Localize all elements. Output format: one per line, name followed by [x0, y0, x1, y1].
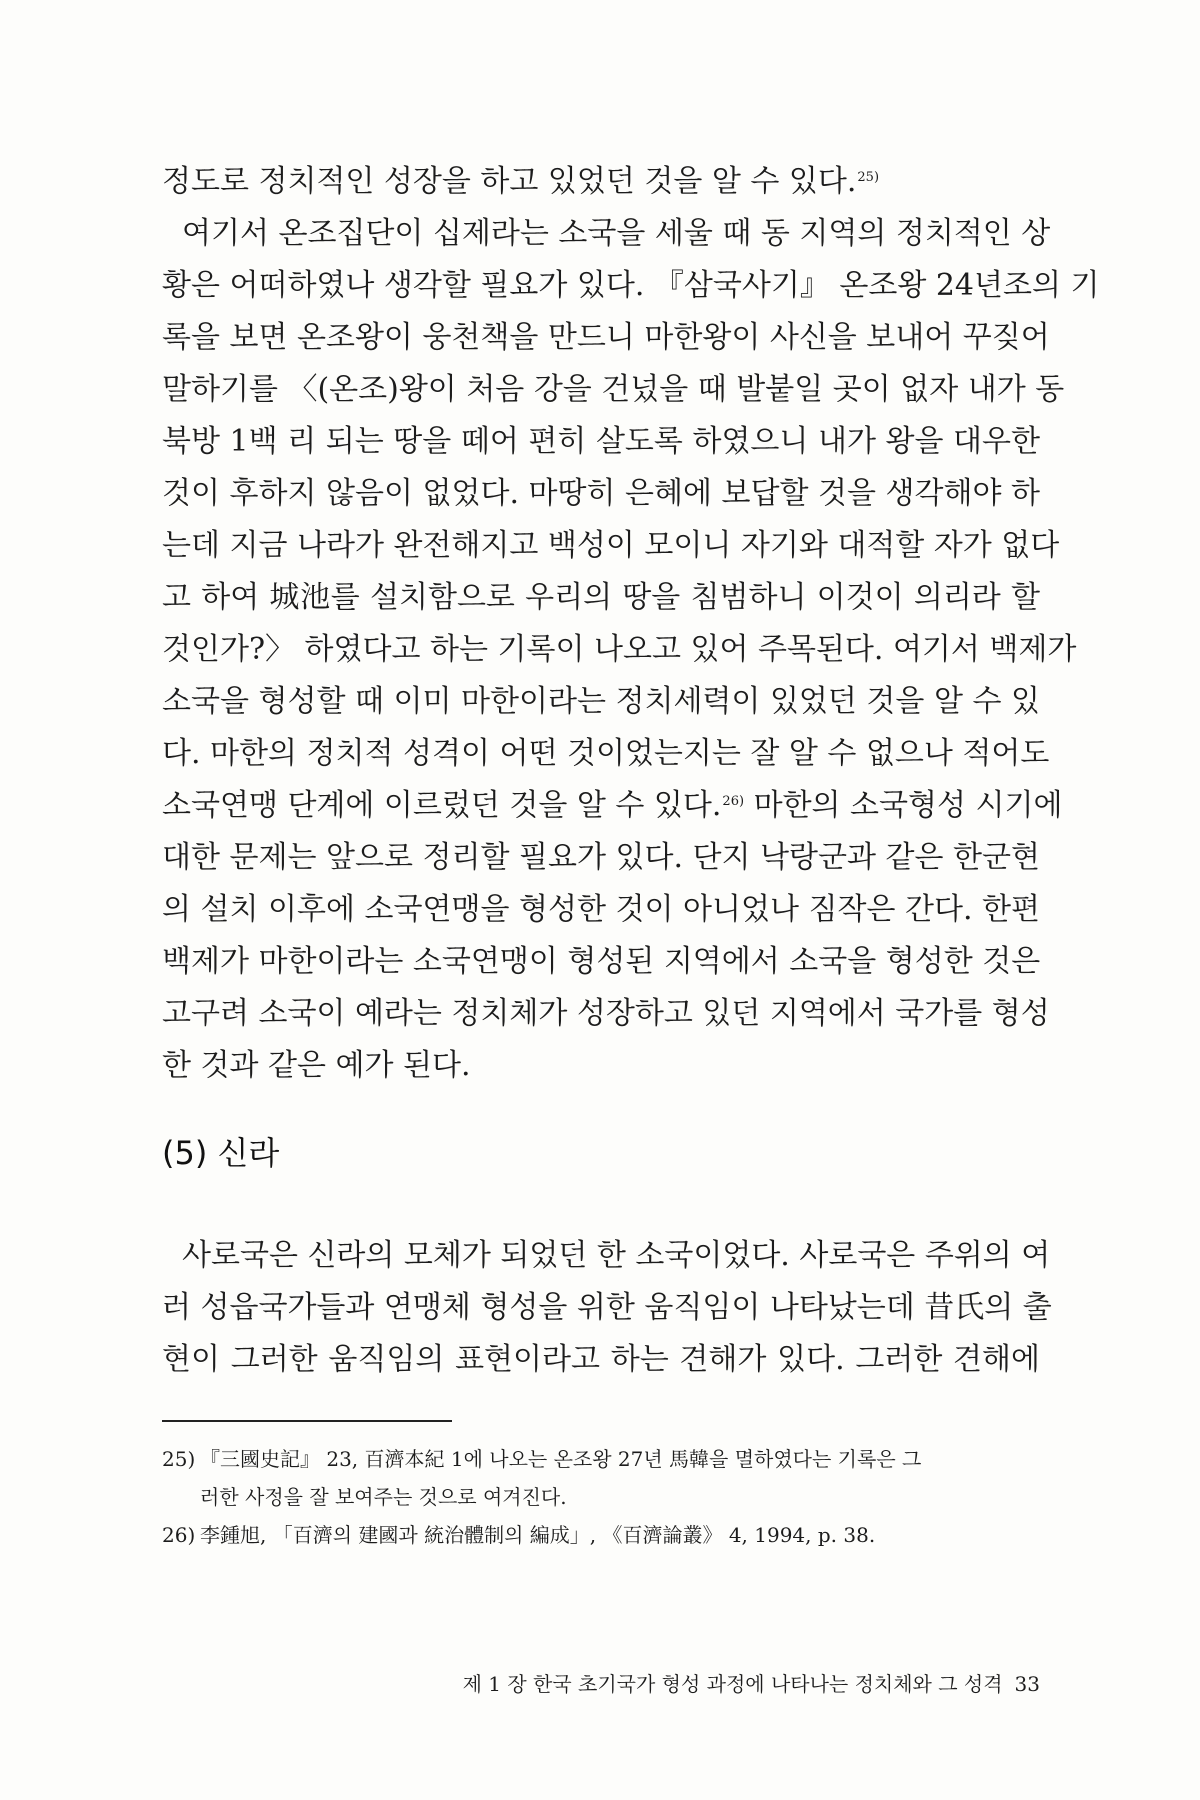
footnote-number: 26): [162, 1523, 196, 1547]
body-text: [162, 156, 1100, 1092]
body-line: 한 것과 같은 예가 된다.: [162, 1048, 471, 1083]
body-line: [162, 780, 1063, 832]
body-line: 다. 마한의 정치적 성격이 어떤 것이었는지는 잘 알 수 없으나 적어도: [162, 736, 1050, 771]
running-footer: [330, 1668, 1040, 1697]
body-line: [162, 156, 1040, 208]
footnote-ref-25: 25): [857, 170, 880, 185]
body-line: 록을 보면 온조왕이 웅천책을 만드니 마한왕이 사신을 보내어 꾸짖어: [162, 320, 1050, 355]
body-line: 현이 그러한 움직임의 표현이라고 하는 견해가 있다. 그러한 견해에: [162, 1342, 1040, 1377]
footnote-text: [200, 1516, 1040, 1554]
body-line-text: 마한의 소국형성 시기에: [744, 788, 1063, 823]
body-line: 여기서 온조집단이 십제라는 소국을 세울 때 동 지역의 정치적인 상: [182, 216, 1051, 251]
body-line: 고구려 소국이 예라는 정치체가 성장하고 있던 지역에서 국가를 형성: [162, 996, 1050, 1031]
body-line-text: 정도로 정치적인 성장을 하고 있었던 것을 알 수 있다.: [162, 164, 857, 199]
body-line: 소국을 형성할 때 이미 마한이라는 정치세력이 있었던 것을 알 수 있: [162, 684, 1040, 719]
body-line: 는데 지금 나라가 완전해지고 백성이 모이니 자기와 대적할 자가 없다: [162, 528, 1060, 563]
body-line: 북방 1백 리 되는 땅을 떼어 편히 살도록 하였으니 내가 왕을 대우한: [162, 424, 1040, 459]
footnote-number: 25): [162, 1447, 196, 1471]
footnote-item: [162, 1440, 1040, 1516]
body-line-text: 소국연맹 단계에 이르렀던 것을 알 수 있다.: [162, 788, 722, 823]
footnote-ref-26: 26): [722, 794, 745, 809]
body-line: 것인가?〉 하였다고 하는 기록이 나오고 있어 주목된다. 여기서 백제가: [162, 632, 1077, 667]
section-heading: (5) 신라: [162, 1134, 280, 1172]
footnote-item: [162, 1516, 1040, 1554]
body-line: 것이 후하지 않음이 없었다. 마땅히 은혜에 보답할 것을 생각해야 하: [162, 476, 1040, 511]
body-line: 고 하여 城池를 설치함으로 우리의 땅을 침범하니 이것이 의리라 할: [162, 580, 1040, 615]
body-line: 사로국은 신라의 모체가 되었던 한 소국이었다. 사로국은 주위의 여: [182, 1238, 1051, 1273]
body-line: 대한 문제는 앞으로 정리할 필요가 있다. 단지 낙랑군과 같은 한군현: [162, 840, 1040, 875]
body-line: 의 설치 이후에 소국연맹을 형성한 것이 아니었나 짐작은 간다. 한편: [162, 892, 1040, 927]
footnote-line: 『三國史記』 23, 百濟本紀 1에 나오는 온조왕 27년 馬韓을 멸하였다는 기록은 그: [200, 1447, 922, 1471]
body-line: 황은 어떠하였나 생각할 필요가 있다. 『삼국사기』 온조왕 24년조의 기: [162, 268, 1100, 303]
footnote-divider: [162, 1420, 452, 1422]
body-line: 러 성읍국가들과 연맹체 형성을 위한 움직임이 나타났는데 昔氏의 출: [162, 1290, 1052, 1325]
footnote-text: [200, 1440, 1040, 1516]
section-body-text: [162, 1230, 1052, 1386]
body-line: 말하기를 〈(온조)왕이 처음 강을 건넜을 때 발붙일 곳이 없자 내가 동: [162, 372, 1065, 407]
page-number: 33: [1014, 1672, 1040, 1696]
footnotes: [162, 1440, 1040, 1554]
footnote-line: 러한 사정을 잘 보여주는 것으로 여겨진다.: [200, 1485, 567, 1509]
footnote-line: 李鍾旭, 「百濟의 建國과 統治體制의 編成」, 《百濟論叢》 4, 1994, p. 38.: [200, 1523, 876, 1547]
running-title: 제 1 장 한국 초기국가 형성 과정에 나타나는 정치체와 그 성격: [462, 1672, 1003, 1696]
body-line: 백제가 마한이라는 소국연맹이 형성된 지역에서 소국을 형성한 것은: [162, 944, 1041, 979]
